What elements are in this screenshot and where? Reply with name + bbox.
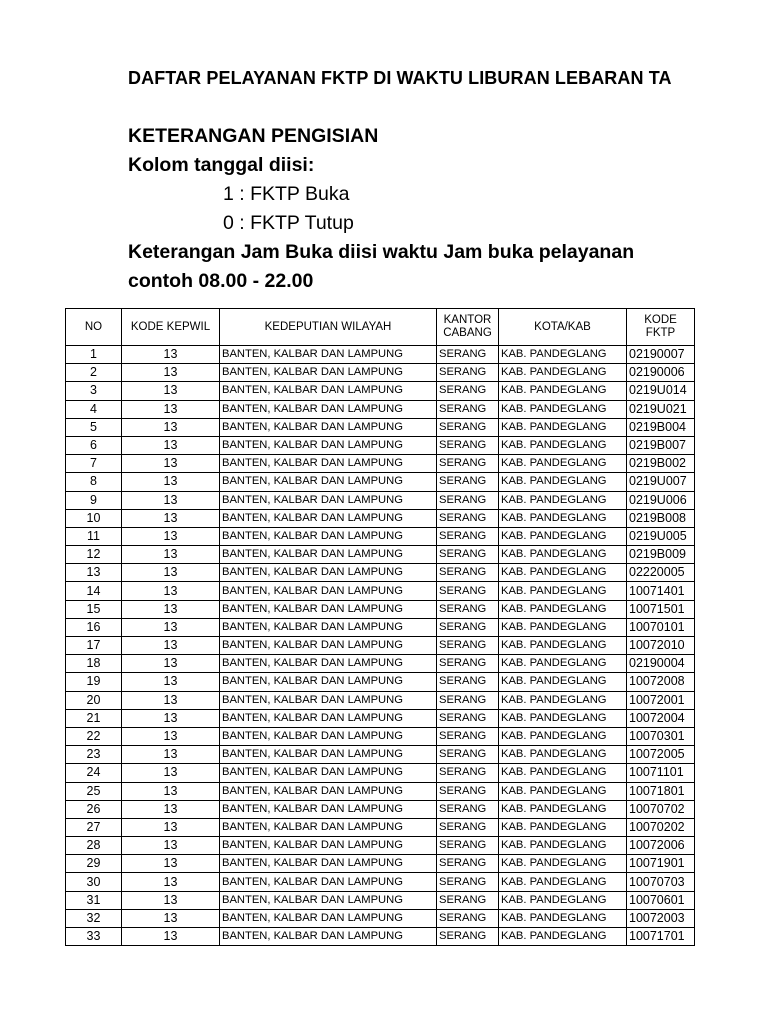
cell-kedeputian-wilayah: BANTEN, KALBAR DAN LAMPUNG	[220, 473, 437, 491]
table-row	[66, 727, 695, 745]
cell-no: 5	[66, 418, 122, 436]
cell-kota-kab: KAB. PANDEGLANG	[499, 909, 627, 927]
table-row	[66, 582, 695, 600]
cell-kota-kab: KAB. PANDEGLANG	[499, 582, 627, 600]
cell-no: 29	[66, 855, 122, 873]
cell-no: 13	[66, 564, 122, 582]
cell-kota-kab: KAB. PANDEGLANG	[499, 346, 627, 364]
cell-kedeputian-wilayah: BANTEN, KALBAR DAN LAMPUNG	[220, 400, 437, 418]
cell-kota-kab: KAB. PANDEGLANG	[499, 418, 627, 436]
cell-kode-kepwil: 13	[122, 837, 220, 855]
cell-kedeputian-wilayah: BANTEN, KALBAR DAN LAMPUNG	[220, 928, 437, 946]
cell-kode-kepwil: 13	[122, 527, 220, 545]
cell-kantor-cabang: SERANG	[437, 800, 499, 818]
cell-no: 19	[66, 673, 122, 691]
cell-kedeputian-wilayah: BANTEN, KALBAR DAN LAMPUNG	[220, 527, 437, 545]
table-row	[66, 527, 695, 545]
fktp-table	[65, 308, 695, 946]
cell-no: 33	[66, 928, 122, 946]
cell-kantor-cabang: SERANG	[437, 582, 499, 600]
table-row	[66, 564, 695, 582]
notes-heading: KETERANGAN PENGISIAN	[128, 125, 379, 147]
cell-kode-kepwil: 13	[122, 418, 220, 436]
table-header-row	[66, 309, 695, 346]
cell-no: 4	[66, 400, 122, 418]
cell-kantor-cabang: SERANG	[437, 400, 499, 418]
cell-no: 17	[66, 637, 122, 655]
cell-kedeputian-wilayah: BANTEN, KALBAR DAN LAMPUNG	[220, 600, 437, 618]
table-row	[66, 491, 695, 509]
cell-kode-fktp: 10072003	[627, 909, 695, 927]
cell-kode-kepwil: 13	[122, 873, 220, 891]
cell-kode-fktp: 10070702	[627, 800, 695, 818]
cell-no: 6	[66, 436, 122, 454]
cell-kantor-cabang: SERANG	[437, 818, 499, 836]
header-kantor-cabang	[437, 309, 499, 346]
cell-kantor-cabang: SERANG	[437, 546, 499, 564]
cell-no: 1	[66, 346, 122, 364]
table-row	[66, 873, 695, 891]
cell-kedeputian-wilayah: BANTEN, KALBAR DAN LAMPUNG	[220, 346, 437, 364]
cell-kedeputian-wilayah: BANTEN, KALBAR DAN LAMPUNG	[220, 873, 437, 891]
cell-no: 16	[66, 618, 122, 636]
header-kode-fktp	[627, 309, 695, 346]
cell-kedeputian-wilayah: BANTEN, KALBAR DAN LAMPUNG	[220, 509, 437, 527]
table-row	[66, 800, 695, 818]
table-row	[66, 455, 695, 473]
cell-kode-kepwil: 13	[122, 709, 220, 727]
cell-kantor-cabang: SERANG	[437, 873, 499, 891]
table-row	[66, 691, 695, 709]
cell-kedeputian-wilayah: BANTEN, KALBAR DAN LAMPUNG	[220, 546, 437, 564]
cell-kota-kab: KAB. PANDEGLANG	[499, 746, 627, 764]
cell-kantor-cabang: SERANG	[437, 691, 499, 709]
cell-kota-kab: KAB. PANDEGLANG	[499, 382, 627, 400]
cell-kode-fktp: 0219U007	[627, 473, 695, 491]
cell-kedeputian-wilayah: BANTEN, KALBAR DAN LAMPUNG	[220, 746, 437, 764]
cell-kode-fktp: 10070601	[627, 891, 695, 909]
cell-kedeputian-wilayah: BANTEN, KALBAR DAN LAMPUNG	[220, 909, 437, 927]
cell-kota-kab: KAB. PANDEGLANG	[499, 837, 627, 855]
cell-kantor-cabang: SERANG	[437, 564, 499, 582]
table-row	[66, 637, 695, 655]
cell-kota-kab: KAB. PANDEGLANG	[499, 655, 627, 673]
cell-kedeputian-wilayah: BANTEN, KALBAR DAN LAMPUNG	[220, 800, 437, 818]
cell-kantor-cabang: SERANG	[437, 637, 499, 655]
cell-kode-kepwil: 13	[122, 600, 220, 618]
table-row	[66, 764, 695, 782]
header-kantor-cabang-line2: CABANG	[443, 327, 492, 339]
cell-kantor-cabang: SERANG	[437, 928, 499, 946]
cell-kode-fktp: 0219B002	[627, 455, 695, 473]
cell-kode-fktp: 02190007	[627, 346, 695, 364]
cell-kode-kepwil: 13	[122, 436, 220, 454]
cell-kode-kepwil: 13	[122, 746, 220, 764]
cell-kode-kepwil: 13	[122, 400, 220, 418]
cell-kantor-cabang: SERANG	[437, 473, 499, 491]
cell-kedeputian-wilayah: BANTEN, KALBAR DAN LAMPUNG	[220, 855, 437, 873]
cell-kode-kepwil: 13	[122, 455, 220, 473]
cell-kode-kepwil: 13	[122, 582, 220, 600]
cell-kode-fktp: 10070101	[627, 618, 695, 636]
cell-kode-fktp: 10071901	[627, 855, 695, 873]
cell-kedeputian-wilayah: BANTEN, KALBAR DAN LAMPUNG	[220, 691, 437, 709]
cell-no: 15	[66, 600, 122, 618]
cell-no: 12	[66, 546, 122, 564]
cell-kode-fktp: 10071101	[627, 764, 695, 782]
table-row	[66, 364, 695, 382]
header-kode-kepwil: KODE KEPWIL	[122, 309, 220, 346]
cell-kota-kab: KAB. PANDEGLANG	[499, 891, 627, 909]
cell-no: 18	[66, 655, 122, 673]
cell-no: 9	[66, 491, 122, 509]
cell-kantor-cabang: SERANG	[437, 364, 499, 382]
cell-no: 21	[66, 709, 122, 727]
cell-kota-kab: KAB. PANDEGLANG	[499, 527, 627, 545]
cell-no: 11	[66, 527, 122, 545]
cell-kota-kab: KAB. PANDEGLANG	[499, 800, 627, 818]
cell-kantor-cabang: SERANG	[437, 527, 499, 545]
table-row	[66, 855, 695, 873]
cell-kode-kepwil: 13	[122, 473, 220, 491]
cell-kantor-cabang: SERANG	[437, 764, 499, 782]
cell-kedeputian-wilayah: BANTEN, KALBAR DAN LAMPUNG	[220, 782, 437, 800]
cell-kode-fktp: 02190004	[627, 655, 695, 673]
table-row	[66, 600, 695, 618]
cell-kedeputian-wilayah: BANTEN, KALBAR DAN LAMPUNG	[220, 891, 437, 909]
cell-kota-kab: KAB. PANDEGLANG	[499, 509, 627, 527]
cell-kode-fktp: 0219U014	[627, 382, 695, 400]
cell-kantor-cabang: SERANG	[437, 909, 499, 927]
cell-kota-kab: KAB. PANDEGLANG	[499, 564, 627, 582]
table-row	[66, 891, 695, 909]
cell-kode-kepwil: 13	[122, 928, 220, 946]
cell-no: 8	[66, 473, 122, 491]
cell-kode-fktp: 10071501	[627, 600, 695, 618]
cell-no: 26	[66, 800, 122, 818]
cell-kota-kab: KAB. PANDEGLANG	[499, 928, 627, 946]
cell-kode-fktp: 10070202	[627, 818, 695, 836]
cell-no: 27	[66, 818, 122, 836]
table-row	[66, 673, 695, 691]
cell-kode-fktp: 10072008	[627, 673, 695, 691]
cell-kota-kab: KAB. PANDEGLANG	[499, 618, 627, 636]
cell-no: 22	[66, 727, 122, 745]
cell-no: 28	[66, 837, 122, 855]
cell-kode-fktp: 0219B008	[627, 509, 695, 527]
cell-kantor-cabang: SERANG	[437, 837, 499, 855]
header-kantor-cabang-line1: KANTOR	[443, 314, 492, 326]
cell-kedeputian-wilayah: BANTEN, KALBAR DAN LAMPUNG	[220, 637, 437, 655]
cell-kode-kepwil: 13	[122, 618, 220, 636]
header-kedeputian-wilayah: KEDEPUTIAN WILAYAH	[220, 309, 437, 346]
header-no: NO	[66, 309, 122, 346]
table-row	[66, 382, 695, 400]
cell-kantor-cabang: SERANG	[437, 855, 499, 873]
hours-example: contoh 08.00 - 22.00	[128, 270, 314, 292]
cell-kantor-cabang: SERANG	[437, 655, 499, 673]
cell-kantor-cabang: SERANG	[437, 891, 499, 909]
cell-no: 3	[66, 382, 122, 400]
cell-kode-fktp: 10072006	[627, 837, 695, 855]
cell-kedeputian-wilayah: BANTEN, KALBAR DAN LAMPUNG	[220, 582, 437, 600]
cell-kantor-cabang: SERANG	[437, 509, 499, 527]
cell-no: 2	[66, 364, 122, 382]
cell-kota-kab: KAB. PANDEGLANG	[499, 473, 627, 491]
cell-kota-kab: KAB. PANDEGLANG	[499, 873, 627, 891]
cell-kode-fktp: 10071701	[627, 928, 695, 946]
cell-kantor-cabang: SERANG	[437, 709, 499, 727]
cell-kota-kab: KAB. PANDEGLANG	[499, 400, 627, 418]
cell-kode-kepwil: 13	[122, 364, 220, 382]
table-row	[66, 837, 695, 855]
cell-kode-kepwil: 13	[122, 782, 220, 800]
cell-kode-kepwil: 13	[122, 546, 220, 564]
cell-kode-fktp: 10071401	[627, 582, 695, 600]
cell-kota-kab: KAB. PANDEGLANG	[499, 709, 627, 727]
cell-kode-kepwil: 13	[122, 491, 220, 509]
cell-kota-kab: KAB. PANDEGLANG	[499, 637, 627, 655]
cell-kota-kab: KAB. PANDEGLANG	[499, 673, 627, 691]
cell-kantor-cabang: SERANG	[437, 382, 499, 400]
cell-kedeputian-wilayah: BANTEN, KALBAR DAN LAMPUNG	[220, 564, 437, 582]
cell-kantor-cabang: SERANG	[437, 491, 499, 509]
cell-kedeputian-wilayah: BANTEN, KALBAR DAN LAMPUNG	[220, 673, 437, 691]
cell-no: 32	[66, 909, 122, 927]
cell-kode-kepwil: 13	[122, 673, 220, 691]
cell-no: 25	[66, 782, 122, 800]
table-body	[66, 346, 695, 946]
table-row	[66, 436, 695, 454]
cell-kode-kepwil: 13	[122, 855, 220, 873]
hours-note: Keterangan Jam Buka diisi waktu Jam buka pelayanan	[128, 241, 635, 263]
cell-kota-kab: KAB. PANDEGLANG	[499, 491, 627, 509]
table-row	[66, 709, 695, 727]
header-kota-kab: KOTA/KAB	[499, 309, 627, 346]
cell-kedeputian-wilayah: BANTEN, KALBAR DAN LAMPUNG	[220, 455, 437, 473]
closed-code-note: 0 : FKTP Tutup	[223, 212, 354, 234]
cell-kode-fktp: 10070703	[627, 873, 695, 891]
cell-kode-kepwil: 13	[122, 909, 220, 927]
cell-kode-fktp: 10072004	[627, 709, 695, 727]
cell-kantor-cabang: SERANG	[437, 455, 499, 473]
cell-no: 23	[66, 746, 122, 764]
table-row	[66, 618, 695, 636]
table-row	[66, 928, 695, 946]
cell-kantor-cabang: SERANG	[437, 418, 499, 436]
header-kode-fktp-line1: KODE	[644, 314, 677, 326]
cell-kedeputian-wilayah: BANTEN, KALBAR DAN LAMPUNG	[220, 818, 437, 836]
cell-kode-fktp: 10072005	[627, 746, 695, 764]
cell-kode-fktp: 10072010	[627, 637, 695, 655]
cell-kode-kepwil: 13	[122, 346, 220, 364]
cell-kode-fktp: 0219U021	[627, 400, 695, 418]
cell-kode-kepwil: 13	[122, 691, 220, 709]
table-row	[66, 418, 695, 436]
cell-kode-fktp: 0219B009	[627, 546, 695, 564]
cell-kota-kab: KAB. PANDEGLANG	[499, 546, 627, 564]
cell-kode-kepwil: 13	[122, 382, 220, 400]
table-row	[66, 546, 695, 564]
table-row	[66, 346, 695, 364]
cell-kode-kepwil: 13	[122, 727, 220, 745]
cell-kedeputian-wilayah: BANTEN, KALBAR DAN LAMPUNG	[220, 655, 437, 673]
cell-kantor-cabang: SERANG	[437, 346, 499, 364]
cell-no: 24	[66, 764, 122, 782]
table-row	[66, 473, 695, 491]
document-title: DAFTAR PELAYANAN FKTP DI WAKTU LIBURAN LEBARAN TA	[128, 68, 672, 88]
cell-kode-fktp: 0219B004	[627, 418, 695, 436]
table-row	[66, 746, 695, 764]
cell-kode-kepwil: 13	[122, 764, 220, 782]
table-row	[66, 909, 695, 927]
cell-kota-kab: KAB. PANDEGLANG	[499, 764, 627, 782]
cell-kedeputian-wilayah: BANTEN, KALBAR DAN LAMPUNG	[220, 764, 437, 782]
cell-kota-kab: KAB. PANDEGLANG	[499, 691, 627, 709]
cell-no: 14	[66, 582, 122, 600]
cell-no: 10	[66, 509, 122, 527]
cell-kode-fktp: 10070301	[627, 727, 695, 745]
cell-kota-kab: KAB. PANDEGLANG	[499, 782, 627, 800]
table-row	[66, 400, 695, 418]
cell-kode-fktp: 10071801	[627, 782, 695, 800]
cell-kode-fktp: 10072001	[627, 691, 695, 709]
cell-kode-fktp: 0219U005	[627, 527, 695, 545]
cell-kedeputian-wilayah: BANTEN, KALBAR DAN LAMPUNG	[220, 709, 437, 727]
cell-no: 30	[66, 873, 122, 891]
cell-kota-kab: KAB. PANDEGLANG	[499, 455, 627, 473]
cell-kantor-cabang: SERANG	[437, 782, 499, 800]
cell-kode-fktp: 02190006	[627, 364, 695, 382]
cell-kota-kab: KAB. PANDEGLANG	[499, 436, 627, 454]
cell-kode-kepwil: 13	[122, 891, 220, 909]
cell-kode-kepwil: 13	[122, 564, 220, 582]
cell-kantor-cabang: SERANG	[437, 727, 499, 745]
cell-no: 20	[66, 691, 122, 709]
cell-kedeputian-wilayah: BANTEN, KALBAR DAN LAMPUNG	[220, 491, 437, 509]
cell-kode-kepwil: 13	[122, 655, 220, 673]
cell-kantor-cabang: SERANG	[437, 436, 499, 454]
cell-kantor-cabang: SERANG	[437, 600, 499, 618]
cell-kota-kab: KAB. PANDEGLANG	[499, 600, 627, 618]
open-code-note: 1 : FKTP Buka	[223, 183, 350, 205]
cell-kedeputian-wilayah: BANTEN, KALBAR DAN LAMPUNG	[220, 382, 437, 400]
cell-no: 7	[66, 455, 122, 473]
cell-kode-kepwil: 13	[122, 509, 220, 527]
cell-kota-kab: KAB. PANDEGLANG	[499, 727, 627, 745]
date-column-note: Kolom tanggal diisi:	[128, 154, 315, 176]
cell-kode-kepwil: 13	[122, 637, 220, 655]
cell-kode-fktp: 02220005	[627, 564, 695, 582]
cell-kedeputian-wilayah: BANTEN, KALBAR DAN LAMPUNG	[220, 618, 437, 636]
cell-kedeputian-wilayah: BANTEN, KALBAR DAN LAMPUNG	[220, 727, 437, 745]
cell-kantor-cabang: SERANG	[437, 673, 499, 691]
cell-no: 31	[66, 891, 122, 909]
table-row	[66, 818, 695, 836]
cell-kantor-cabang: SERANG	[437, 618, 499, 636]
table-row	[66, 509, 695, 527]
cell-kedeputian-wilayah: BANTEN, KALBAR DAN LAMPUNG	[220, 436, 437, 454]
cell-kota-kab: KAB. PANDEGLANG	[499, 818, 627, 836]
cell-kota-kab: KAB. PANDEGLANG	[499, 364, 627, 382]
cell-kode-fktp: 0219U006	[627, 491, 695, 509]
cell-kedeputian-wilayah: BANTEN, KALBAR DAN LAMPUNG	[220, 364, 437, 382]
cell-kota-kab: KAB. PANDEGLANG	[499, 855, 627, 873]
filling-notes	[128, 122, 748, 296]
cell-kedeputian-wilayah: BANTEN, KALBAR DAN LAMPUNG	[220, 837, 437, 855]
cell-kode-kepwil: 13	[122, 818, 220, 836]
cell-kode-fktp: 0219B007	[627, 436, 695, 454]
header-kode-fktp-line2: FKTP	[645, 327, 676, 339]
cell-kantor-cabang: SERANG	[437, 746, 499, 764]
cell-kedeputian-wilayah: BANTEN, KALBAR DAN LAMPUNG	[220, 418, 437, 436]
cell-kode-kepwil: 13	[122, 800, 220, 818]
table-row	[66, 655, 695, 673]
table-row	[66, 782, 695, 800]
